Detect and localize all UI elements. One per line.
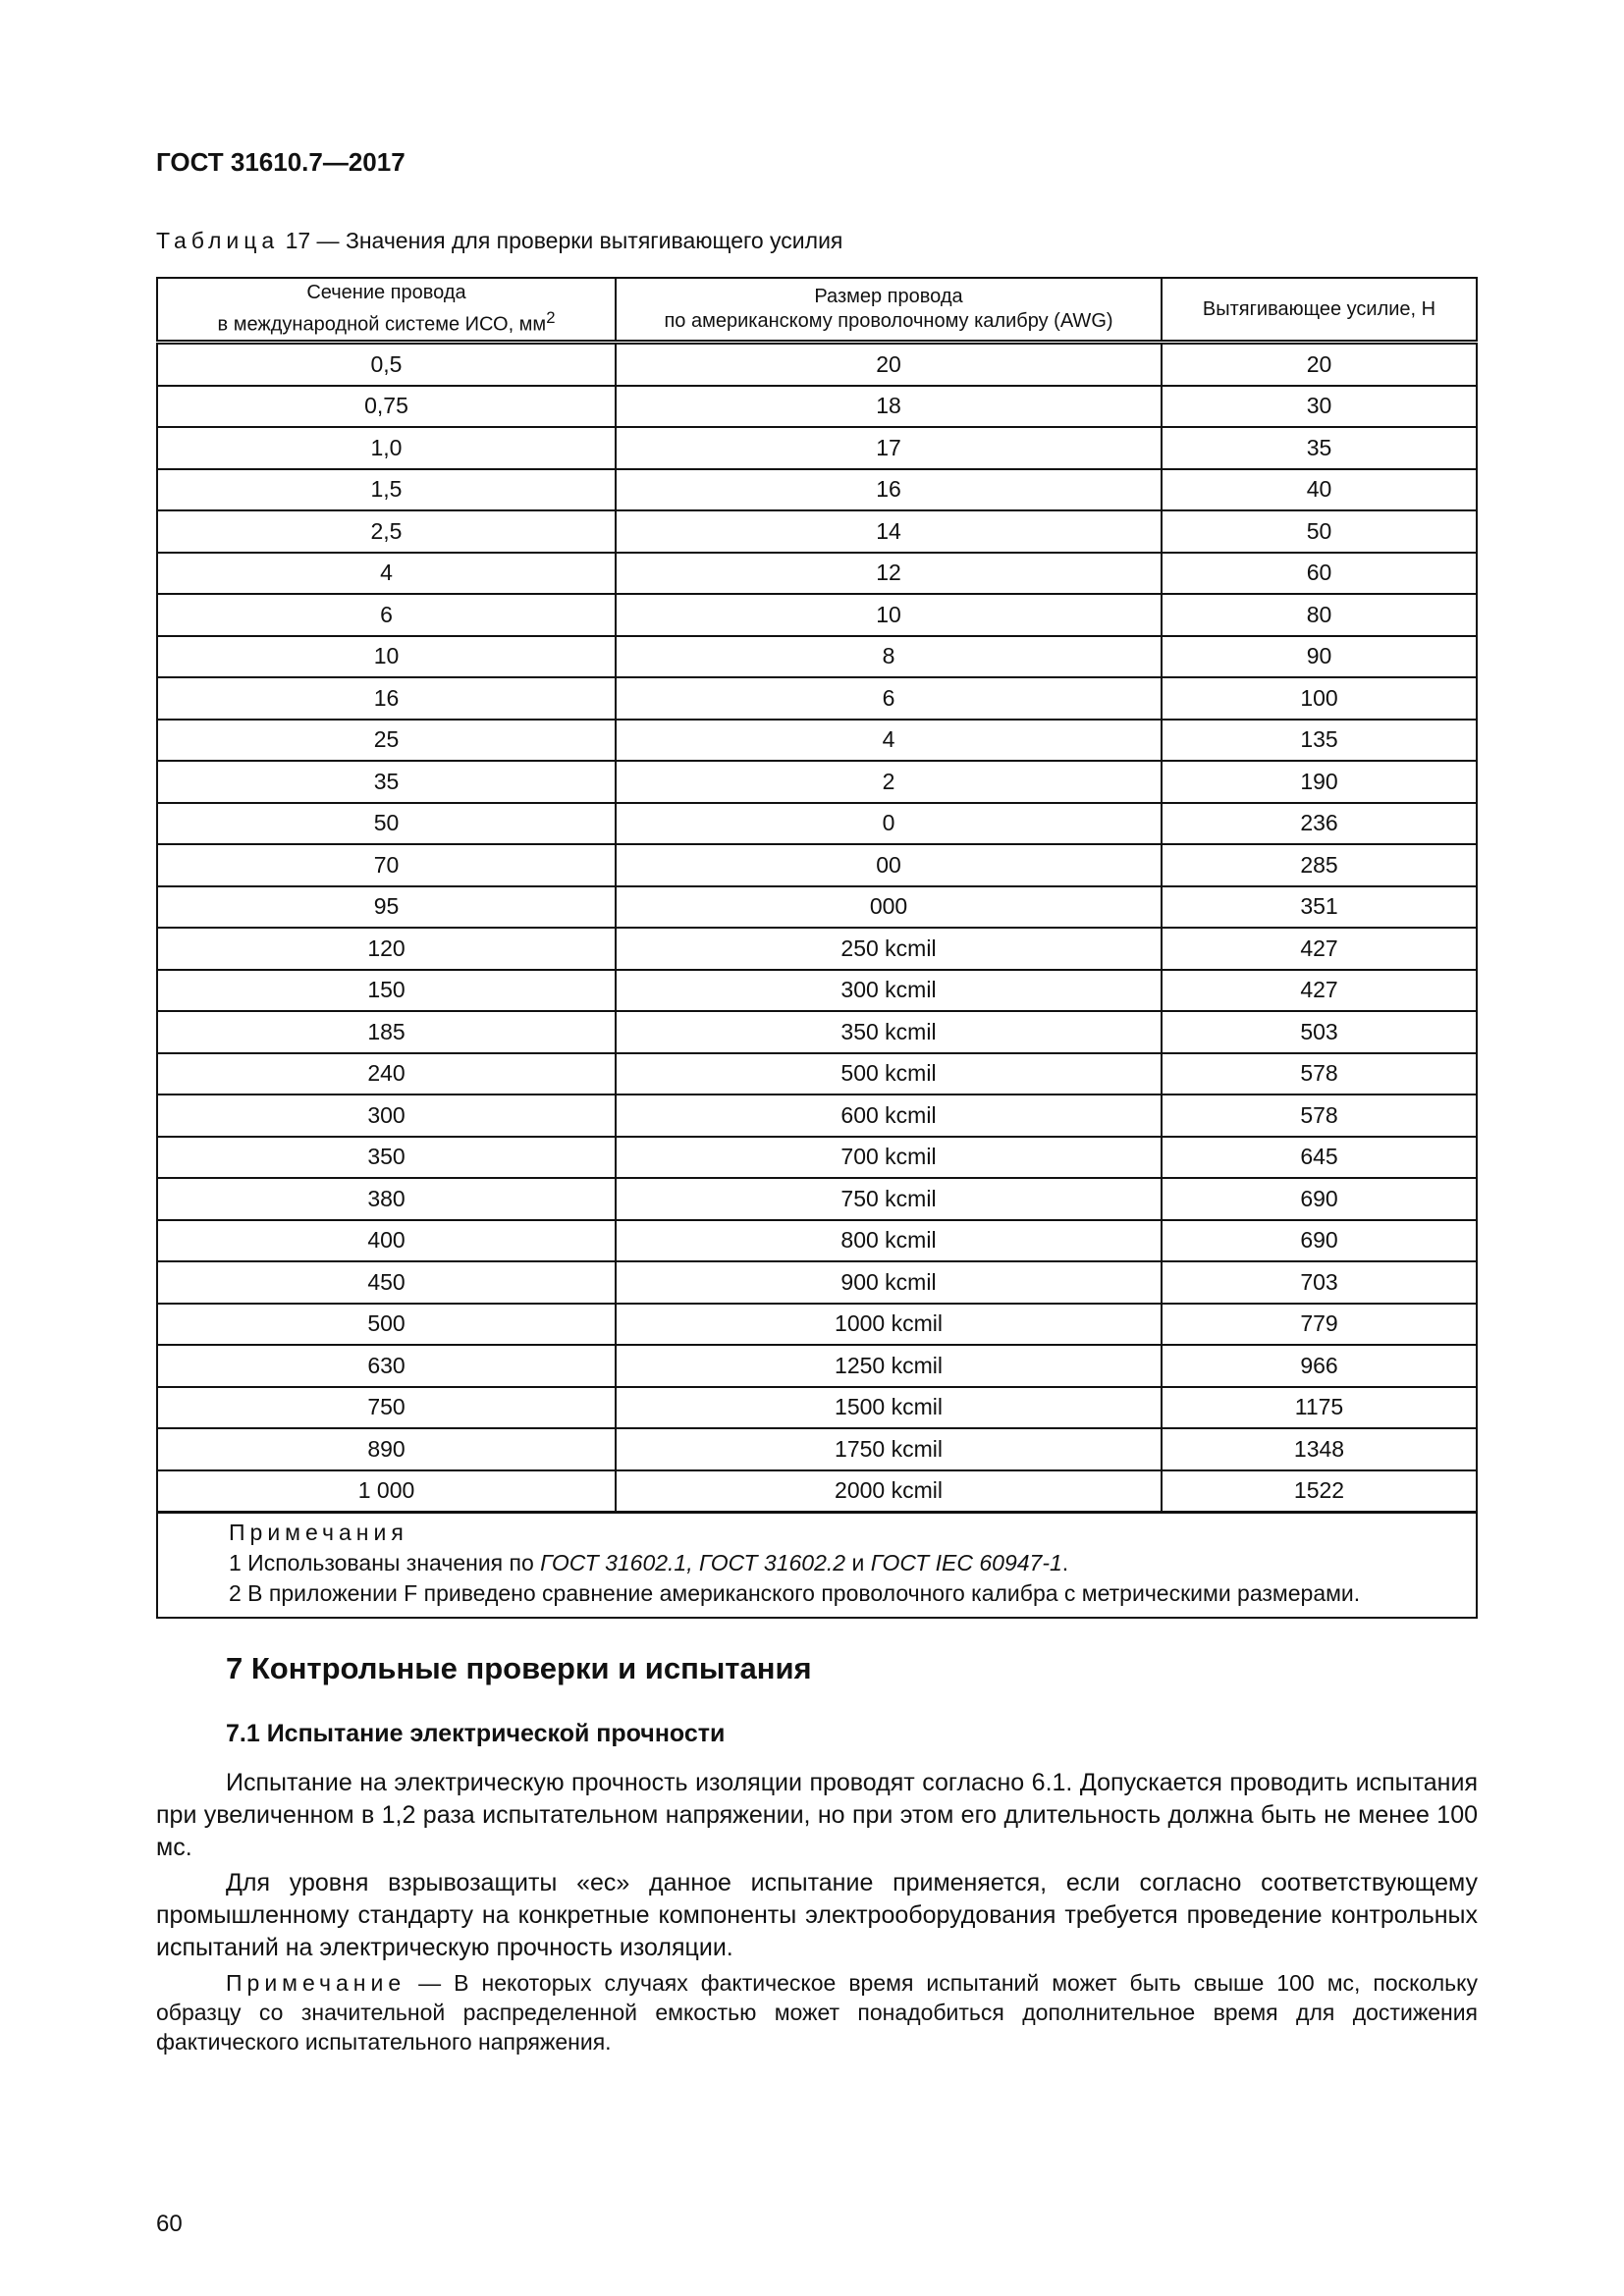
table-row bbox=[157, 803, 1477, 845]
awg-cell: 300 kcmil bbox=[616, 970, 1162, 1012]
section-title: 7 Контрольные проверки и испытания bbox=[226, 1651, 812, 1685]
cross-section-cell: 4 bbox=[157, 553, 616, 595]
table-row bbox=[157, 928, 1477, 970]
force-cell: 645 bbox=[1162, 1137, 1477, 1179]
table-row bbox=[157, 636, 1477, 678]
cross-section-cell: 240 bbox=[157, 1053, 616, 1095]
note-1: 1 Использованы значения по ГОСТ 31602.1, ГОСТ 31602.2 и ГОСТ IEC 60947-1. bbox=[229, 1550, 1069, 1575]
table-row bbox=[157, 1137, 1477, 1179]
table-row bbox=[157, 1304, 1477, 1346]
force-cell: 30 bbox=[1162, 386, 1477, 428]
table-row bbox=[157, 1345, 1477, 1387]
page-number: 60 bbox=[156, 2211, 183, 2237]
force-cell: 90 bbox=[1162, 636, 1477, 678]
table-row bbox=[157, 761, 1477, 803]
awg-cell: 2 bbox=[616, 761, 1162, 803]
awg-cell: 17 bbox=[616, 427, 1162, 469]
table-caption bbox=[156, 228, 842, 254]
awg-cell: 0 bbox=[616, 803, 1162, 845]
notes-title: Примечания bbox=[229, 1520, 408, 1545]
table-row bbox=[157, 1011, 1477, 1053]
table-row bbox=[157, 427, 1477, 469]
awg-cell: 500 kcmil bbox=[616, 1053, 1162, 1095]
table-row bbox=[157, 553, 1477, 595]
force-cell: 1522 bbox=[1162, 1470, 1477, 1513]
column-header-force: Вытягивающее усилие, Н bbox=[1162, 278, 1477, 343]
awg-cell: 12 bbox=[616, 553, 1162, 595]
awg-cell: 250 kcmil bbox=[616, 928, 1162, 970]
column-header-awg: Размер провода по американскому проволочному калибру (AWG) bbox=[616, 278, 1162, 343]
force-cell: 703 bbox=[1162, 1261, 1477, 1304]
paragraph-2: Для уровня взрывозащиты «ес» данное испытание применяется, если согласно соответствующему промышленному стандарту на конкретные компоненты электрооборудования требуется проведение контрольных испытаний на электрическую прочность изоляции. bbox=[156, 1869, 1478, 1961]
column-header-cross-section: Сечение провода в международной системе ИСО, $мм^2$ bbox=[157, 278, 616, 343]
force-cell: 1348 bbox=[1162, 1428, 1477, 1470]
section-note: Примечание — В некоторых случаях фактическое время испытаний может быть свыше 100 мс, поскольку образцу со значительной распределенной емкостью может понадобиться дополнительное время для достижения фактического испытательного напряжения. bbox=[156, 1970, 1478, 2055]
table-row bbox=[157, 1220, 1477, 1262]
force-cell: 190 bbox=[1162, 761, 1477, 803]
paragraph-1: Испытание на электрическую прочность изоляции проводят согласно 6.1. Допускается проводить испытания при увеличенном в 1,2 раза испытательном напряжении, но при этом его длительность должна быть не менее 100 мс. bbox=[156, 1769, 1478, 1861]
awg-cell: 2000 kcmil bbox=[616, 1470, 1162, 1513]
cross-section-cell: 25 bbox=[157, 720, 616, 762]
cross-section-cell: 630 bbox=[157, 1345, 616, 1387]
force-cell: 427 bbox=[1162, 970, 1477, 1012]
awg-cell: 00 bbox=[616, 844, 1162, 886]
force-cell: 80 bbox=[1162, 594, 1477, 636]
awg-cell: 900 kcmil bbox=[616, 1261, 1162, 1304]
subsection-title: 7.1 Испытание электрической прочности bbox=[226, 1720, 726, 1747]
cross-section-cell: 400 bbox=[157, 1220, 616, 1262]
pullout-force-table bbox=[156, 277, 1478, 1619]
cross-section-cell: 1 000 bbox=[157, 1470, 616, 1513]
awg-cell: 600 kcmil bbox=[616, 1095, 1162, 1137]
cross-section-cell: 50 bbox=[157, 803, 616, 845]
table-row bbox=[157, 720, 1477, 762]
table-notes bbox=[157, 1513, 1477, 1619]
force-cell: 236 bbox=[1162, 803, 1477, 845]
force-cell: 20 bbox=[1162, 343, 1477, 386]
table-row bbox=[157, 343, 1477, 386]
force-cell: 135 bbox=[1162, 720, 1477, 762]
table-row bbox=[157, 1095, 1477, 1137]
force-cell: 50 bbox=[1162, 510, 1477, 553]
awg-cell: 1750 kcmil bbox=[616, 1428, 1162, 1470]
force-cell: 60 bbox=[1162, 553, 1477, 595]
awg-cell: 14 bbox=[616, 510, 1162, 553]
cross-section-cell: 95 bbox=[157, 886, 616, 929]
table-row bbox=[157, 1261, 1477, 1304]
cross-section-cell: 16 bbox=[157, 677, 616, 720]
cross-section-cell: 0,5 bbox=[157, 343, 616, 386]
table-row bbox=[157, 677, 1477, 720]
cross-section-cell: 500 bbox=[157, 1304, 616, 1346]
table-row bbox=[157, 469, 1477, 511]
table-row bbox=[157, 844, 1477, 886]
cross-section-cell: 35 bbox=[157, 761, 616, 803]
awg-cell: 18 bbox=[616, 386, 1162, 428]
table-row bbox=[157, 1387, 1477, 1429]
force-cell: 351 bbox=[1162, 886, 1477, 929]
awg-cell: 750 kcmil bbox=[616, 1178, 1162, 1220]
cross-section-cell: 0,75 bbox=[157, 386, 616, 428]
force-cell: 966 bbox=[1162, 1345, 1477, 1387]
cross-section-cell: 1,0 bbox=[157, 427, 616, 469]
cross-section-cell: 10 bbox=[157, 636, 616, 678]
cross-section-cell: 450 bbox=[157, 1261, 616, 1304]
table-row bbox=[157, 594, 1477, 636]
table-row bbox=[157, 886, 1477, 929]
awg-cell: 1250 kcmil bbox=[616, 1345, 1162, 1387]
cross-section-cell: 120 bbox=[157, 928, 616, 970]
cross-section-cell: 185 bbox=[157, 1011, 616, 1053]
table-row bbox=[157, 1470, 1477, 1513]
document-id: ГОСТ 31610.7—2017 bbox=[156, 147, 406, 177]
force-cell: 427 bbox=[1162, 928, 1477, 970]
table-row bbox=[157, 1053, 1477, 1095]
cross-section-cell: 6 bbox=[157, 594, 616, 636]
awg-cell: 000 bbox=[616, 886, 1162, 929]
cross-section-cell: 750 bbox=[157, 1387, 616, 1429]
caption-label: Таблица bbox=[156, 228, 280, 253]
cross-section-cell: 890 bbox=[157, 1428, 616, 1470]
awg-cell: 1500 kcmil bbox=[616, 1387, 1162, 1429]
awg-cell: 800 kcmil bbox=[616, 1220, 1162, 1262]
awg-cell: 1000 kcmil bbox=[616, 1304, 1162, 1346]
cross-section-cell: 70 bbox=[157, 844, 616, 886]
note-2: 2 В приложении F приведено сравнение американского проволочного калибра с метрическими размерами. bbox=[229, 1580, 1361, 1606]
awg-cell: 20 bbox=[616, 343, 1162, 386]
cross-section-cell: 350 bbox=[157, 1137, 616, 1179]
awg-cell: 4 bbox=[616, 720, 1162, 762]
table-row bbox=[157, 1428, 1477, 1470]
table-row bbox=[157, 970, 1477, 1012]
table-row bbox=[157, 1178, 1477, 1220]
awg-cell: 8 bbox=[616, 636, 1162, 678]
table-row bbox=[157, 386, 1477, 428]
awg-cell: 350 kcmil bbox=[616, 1011, 1162, 1053]
force-cell: 100 bbox=[1162, 677, 1477, 720]
force-cell: 690 bbox=[1162, 1178, 1477, 1220]
force-cell: 578 bbox=[1162, 1053, 1477, 1095]
awg-cell: 10 bbox=[616, 594, 1162, 636]
awg-cell: 700 kcmil bbox=[616, 1137, 1162, 1179]
force-cell: 35 bbox=[1162, 427, 1477, 469]
cross-section-cell: 2,5 bbox=[157, 510, 616, 553]
caption-text: 17 — Значения для проверки вытягивающего усилия bbox=[285, 228, 843, 253]
force-cell: 40 bbox=[1162, 469, 1477, 511]
force-cell: 690 bbox=[1162, 1220, 1477, 1262]
cross-section-cell: 380 bbox=[157, 1178, 616, 1220]
cross-section-cell: 150 bbox=[157, 970, 616, 1012]
cross-section-cell: 300 bbox=[157, 1095, 616, 1137]
awg-cell: 16 bbox=[616, 469, 1162, 511]
force-cell: 578 bbox=[1162, 1095, 1477, 1137]
force-cell: 1175 bbox=[1162, 1387, 1477, 1429]
cross-section-cell: 1,5 bbox=[157, 469, 616, 511]
table-row bbox=[157, 510, 1477, 553]
force-cell: 779 bbox=[1162, 1304, 1477, 1346]
force-cell: 285 bbox=[1162, 844, 1477, 886]
awg-cell: 6 bbox=[616, 677, 1162, 720]
force-cell: 503 bbox=[1162, 1011, 1477, 1053]
